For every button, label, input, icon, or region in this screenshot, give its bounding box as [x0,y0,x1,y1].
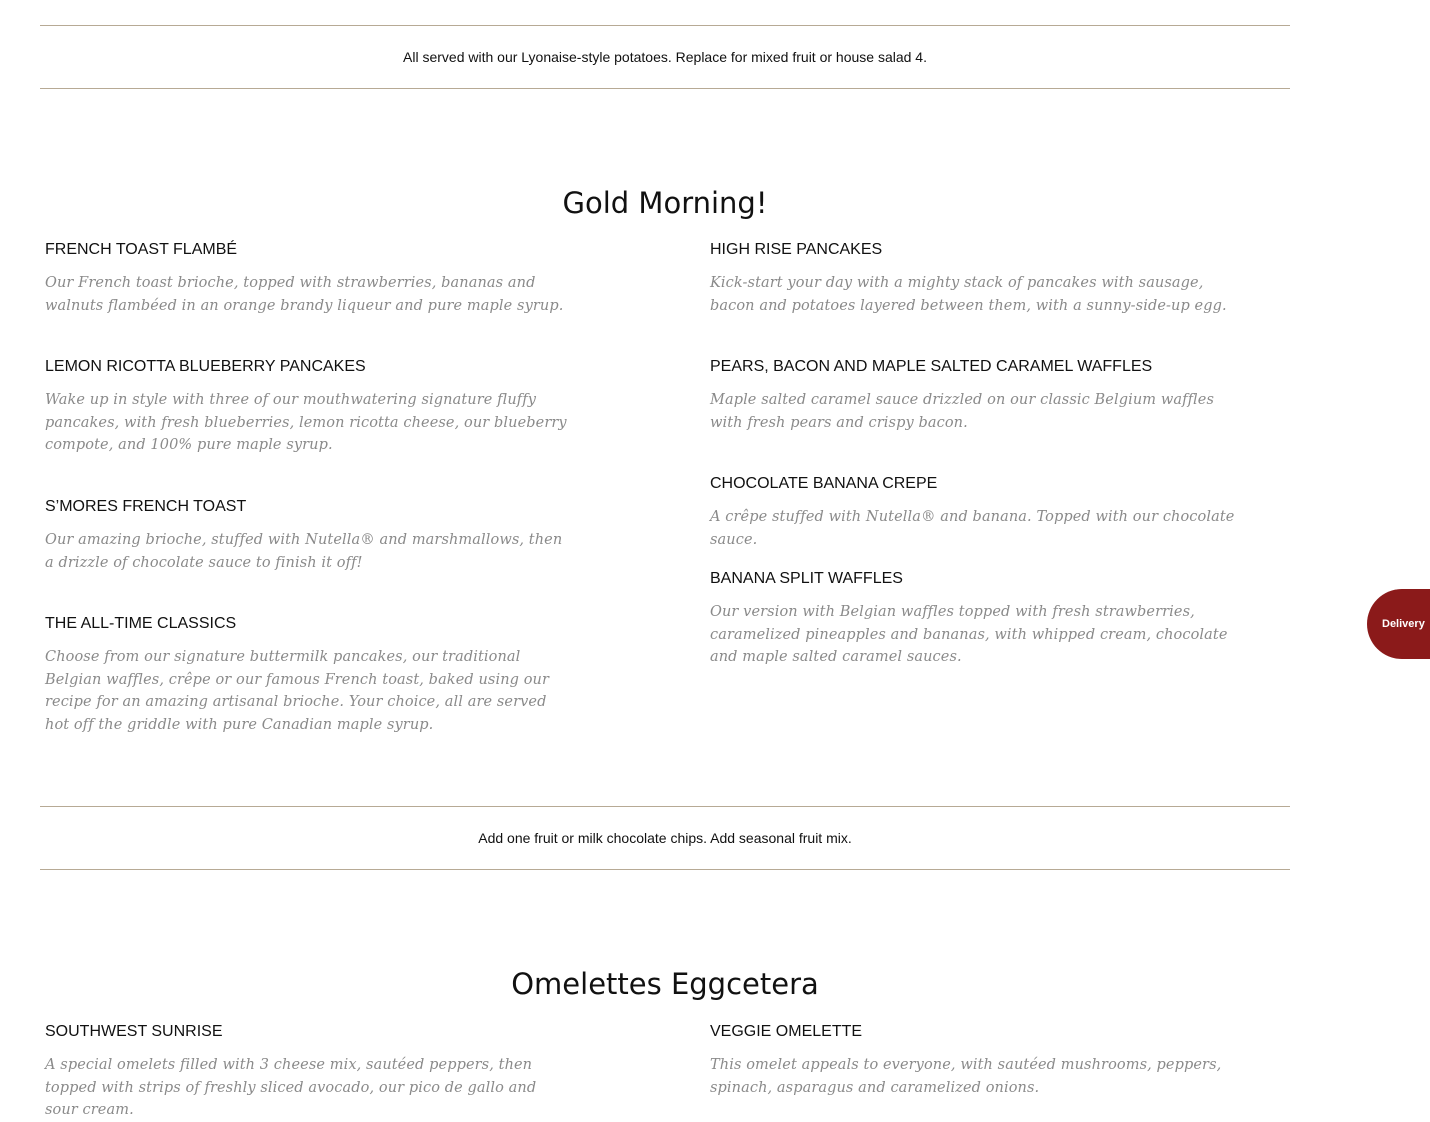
section-title-omelettes: Omelettes Eggcetera [511,967,819,1001]
menu-item-desc: Wake up in style with three of our mouthwatering signature fluffy pancakes, with fresh blueberries, lemon ricotta cheese, our blueberry compote, and 100% pure maple syrup. [45,392,567,453]
menu-item-name: HIGH RISE PANCAKES [710,241,883,258]
menu-item [710,569,1235,669]
menu-item [45,1022,570,1122]
menu-item-desc: Our version with Belgian waffles topped with fresh strawberries, caramelized pineapples and bananas, with whipped cream, chocolate and maple salted caramel sauces. [710,604,1228,665]
menu-item-name: LEMON RICOTTA BLUEBERRY PANCAKES [45,358,366,375]
menu-item-name: S’MORES FRENCH TOAST [45,498,247,515]
menu-item-desc: Choose from our signature buttermilk pancakes, our traditional Belgian waffles, crêpe or our famous French toast, baked using our recipe for an amazing artisanal brioche. Your choice, all are served hot off the griddle with pure Canadian maple syrup. [45,649,550,733]
menu-item-name: VEGGIE OMELETTE [710,1023,863,1040]
fruit-addon-note-band [40,806,1290,870]
menu-item-name: THE ALL-TIME CLASSICS [45,615,237,632]
menu-item-desc: This omelet appeals to everyone, with sautéed mushrooms, peppers, spinach, asparagus and caramelized onions. [710,1057,1222,1096]
menu-item-desc: Kick-start your day with a mighty stack of pancakes with sausage, bacon and potatoes layered between them, with a sunny-side-up egg. [710,275,1227,314]
menu-item-name: PEARS, BACON AND MAPLE SALTED CARAMEL WAFFLES [710,358,1153,375]
menu-item [710,1022,1235,1099]
menu-item-name: BANANA SPLIT WAFFLES [710,570,903,587]
menu-item-desc: A crêpe stuffed with Nutella® and banana. Topped with our chocolate sauce. [710,509,1235,548]
menu-item [710,240,1235,317]
menu-item-desc: Maple salted caramel sauce drizzled on our classic Belgium waffles with fresh pears and crispy bacon. [710,392,1214,431]
menu-item-desc: A special omelets filled with 3 cheese mix, sautéed peppers, then topped with strips of freshly sliced avocado, our pico de gallo and sour cream. [45,1057,537,1118]
menu-item [710,474,1235,551]
menu-item [45,240,570,317]
menu-item [45,614,570,736]
menu-item-name: FRENCH TOAST FLAMBÉ [45,241,238,258]
menu-item-desc: Our amazing brioche, stuffed with Nutella® and marshmallows, then a drizzle of chocolate sauce to finish it off! [45,532,563,571]
delivery-button[interactable] [1367,589,1430,659]
menu-item [45,497,570,574]
menu-item-name: SOUTHWEST SUNRISE [45,1023,223,1040]
potatoes-note-text: All served with our Lyonaise-style potatoes. Replace for mixed fruit or house salad 4. [403,49,927,65]
delivery-label: Delivery [1382,618,1425,630]
fruit-addon-note-text: Add one fruit or milk chocolate chips. Add seasonal fruit mix. [478,830,852,846]
menu-item-name: CHOCOLATE BANANA CREPE [710,475,938,492]
section-title-gold-morning: Gold Morning! [562,186,768,220]
menu-item [710,357,1235,434]
potatoes-note-band [40,25,1290,89]
menu-item-desc: Our French toast brioche, topped with strawberries, bananas and walnuts flambéed in an orange brandy liqueur and pure maple syrup. [45,275,564,314]
menu-item [45,357,570,457]
